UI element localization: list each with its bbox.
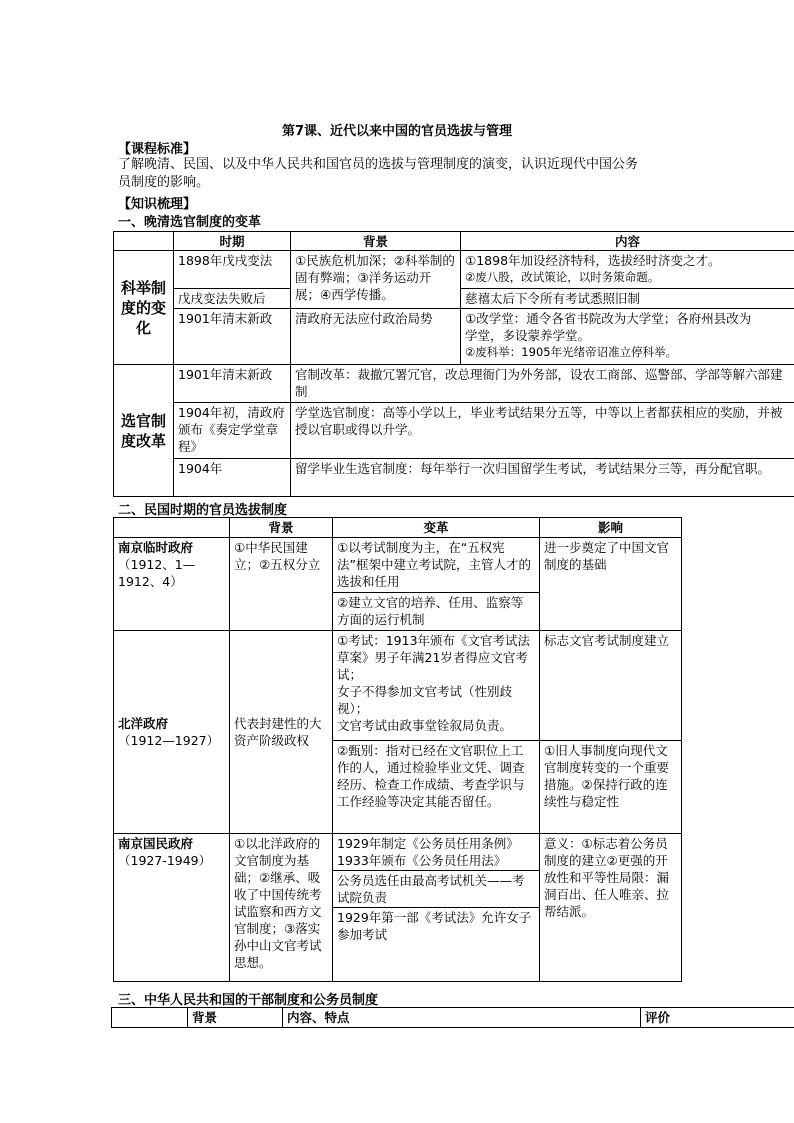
group2-label: 选官制度改革 bbox=[114, 365, 174, 497]
reform-cell: ②建立文官的培养、任用、监察等方面的运行机制 bbox=[333, 593, 540, 631]
reform-cell: 1929年第一部《考试法》允许女子参加考试 bbox=[333, 908, 540, 982]
table-header-row bbox=[112, 1008, 794, 1028]
table-row bbox=[114, 631, 682, 741]
knowledge-heading: 【知识梳理】 bbox=[118, 197, 197, 212]
section2-heading: 二、民国时期的官员选拔制度 bbox=[118, 503, 288, 518]
col-impact: 影响 bbox=[540, 518, 682, 538]
period-cell: 1904年 bbox=[174, 459, 291, 497]
table-header-row bbox=[114, 518, 682, 538]
reform-cell: ①以考试制度为主，在“五权宪法”框架中建立考试院，主管人才的选拔和任用 bbox=[333, 538, 540, 593]
period-cell: 1901年清末新政 bbox=[174, 309, 291, 365]
table-row bbox=[114, 459, 794, 497]
col-evaluation: 评价 bbox=[641, 1008, 794, 1028]
section3-heading: 三、中华人民共和国的干部制度和公务员制度 bbox=[118, 993, 379, 1008]
col-period: 时期 bbox=[174, 232, 291, 251]
standard-text bbox=[118, 156, 778, 192]
background-cell: 清政府无法应付政治局势 bbox=[291, 309, 461, 365]
reform-cell: 公务员选任由最高考试机关——考试院负责 bbox=[333, 871, 540, 908]
government-cell: 北洋政府 （1912—1927） bbox=[114, 631, 230, 834]
background-cell: 代表封建性的大资产阶级政权 bbox=[230, 631, 333, 834]
content-cell: 学堂选官制度：高等小学以上，毕业考试结果分五等，中等以上者都获相应的奖励，并被授以官职或得以升学。 bbox=[291, 403, 794, 459]
group1-label: 科举制度的变化 bbox=[114, 251, 174, 365]
impact-cell: 进一步奠定了中国文官制度的基础 bbox=[540, 538, 682, 631]
content-cell: 慈禧太后下令所有考试悉照旧制 bbox=[461, 289, 794, 309]
period-cell: 1904年初，清政府颁布《奏定学堂章程》 bbox=[174, 403, 291, 459]
background-cell: ①民族危机加深；②科举制的固有弊端；③洋务运动开展；④西学传播。 bbox=[291, 251, 461, 309]
government-cell: 南京国民政府 （1927-1949） bbox=[114, 834, 230, 982]
table-header-row bbox=[114, 232, 794, 251]
background-cell: ①中华民国建立；②五权分立 bbox=[230, 538, 333, 631]
republic-table bbox=[113, 517, 682, 982]
page-title: 第7课、近代以来中国的官员选拔与管理 bbox=[281, 124, 513, 139]
impact-cell: 意义：①标志着公务员制度的建立②更强的开放性和平等性局限：漏洞百出、任人唯亲、拉帮结派。 bbox=[540, 834, 682, 982]
table-row bbox=[114, 538, 682, 593]
reform-cell: ②甄别：指对已经在文官职位上工作的人，通过检验毕业文凭、调查经历、检查工作成绩、考查学识与工作经验等决定其能否留任。 bbox=[333, 741, 540, 834]
content-cell: 官制改革：裁撤冗署冗官，改总理衙门为外务部，设农工商部、巡警部、学部等解六部建制 bbox=[291, 365, 794, 403]
standard-text-line2: 员制度的影响。 bbox=[118, 175, 210, 190]
impact-cell: ①旧人事制度向现代文官制度转变的一个重要措施。②保持行政的连续性与稳定性 bbox=[540, 741, 682, 834]
standard-text-line1: 了解晚清、民国、以及中华人民共和国官员的选拔与管理制度的演变，认识近现代中国公务 bbox=[118, 157, 639, 172]
reform-cell: ①考试：1913年颁布《文官考试法草案》男子年满21岁者得应文官考试； 女子不得参加文官考试（性别歧视）； 文官考试由政事堂铨叙局负责。 bbox=[333, 631, 540, 741]
content-cell: 留学毕业生选官制度：每年举行一次归国留学生考试，考试结果分三等，再分配官职。 bbox=[291, 459, 794, 497]
background-cell: ①以北洋政府的文官制度为基础；②继承、吸收了中国传统考试监察和西方文官制度；③落实孙中山文官考试思想。 bbox=[230, 834, 333, 982]
period-cell: 1898年戊戌变法 bbox=[174, 251, 291, 289]
impact-cell: 标志文官考试制度建立 bbox=[540, 631, 682, 741]
reform-cell: 1929年制定《公务员任用条例》 1933年颁布《公务员任用法》 bbox=[333, 834, 540, 871]
prc-table bbox=[111, 1007, 794, 1028]
col-reform: 变革 bbox=[333, 518, 540, 538]
col-background: 背景 bbox=[291, 232, 461, 251]
col-background: 背景 bbox=[188, 1008, 283, 1028]
content-cell: ①改学堂：通令各省书院改为大学堂；各府州县改为 学堂，多设蒙养学堂。 ②废科举：1905年光绪帝诏准立停科举。 bbox=[461, 309, 794, 365]
col-background: 背景 bbox=[230, 518, 333, 538]
table-row bbox=[114, 365, 794, 403]
table-row bbox=[114, 403, 794, 459]
late-qing-table bbox=[113, 231, 794, 497]
col-content: 内容 bbox=[461, 232, 794, 251]
government-cell: 南京临时政府 （1912、1—1912、4） bbox=[114, 538, 230, 631]
period-cell: 戊戌变法失败后 bbox=[174, 289, 291, 309]
table-row bbox=[114, 309, 794, 365]
section1-heading: 一、晚清选官制度的变革 bbox=[118, 215, 262, 230]
period-cell: 1901年清末新政 bbox=[174, 365, 291, 403]
col-content: 内容、特点 bbox=[283, 1008, 641, 1028]
content-cell: ①1898年加设经济特科，选拔经时济变之才。 ②废八股，改试策论，以时务策命题。 bbox=[461, 251, 794, 289]
table-row bbox=[114, 834, 682, 871]
table-row bbox=[114, 251, 794, 289]
standard-heading: 【课程标准】 bbox=[118, 142, 197, 157]
